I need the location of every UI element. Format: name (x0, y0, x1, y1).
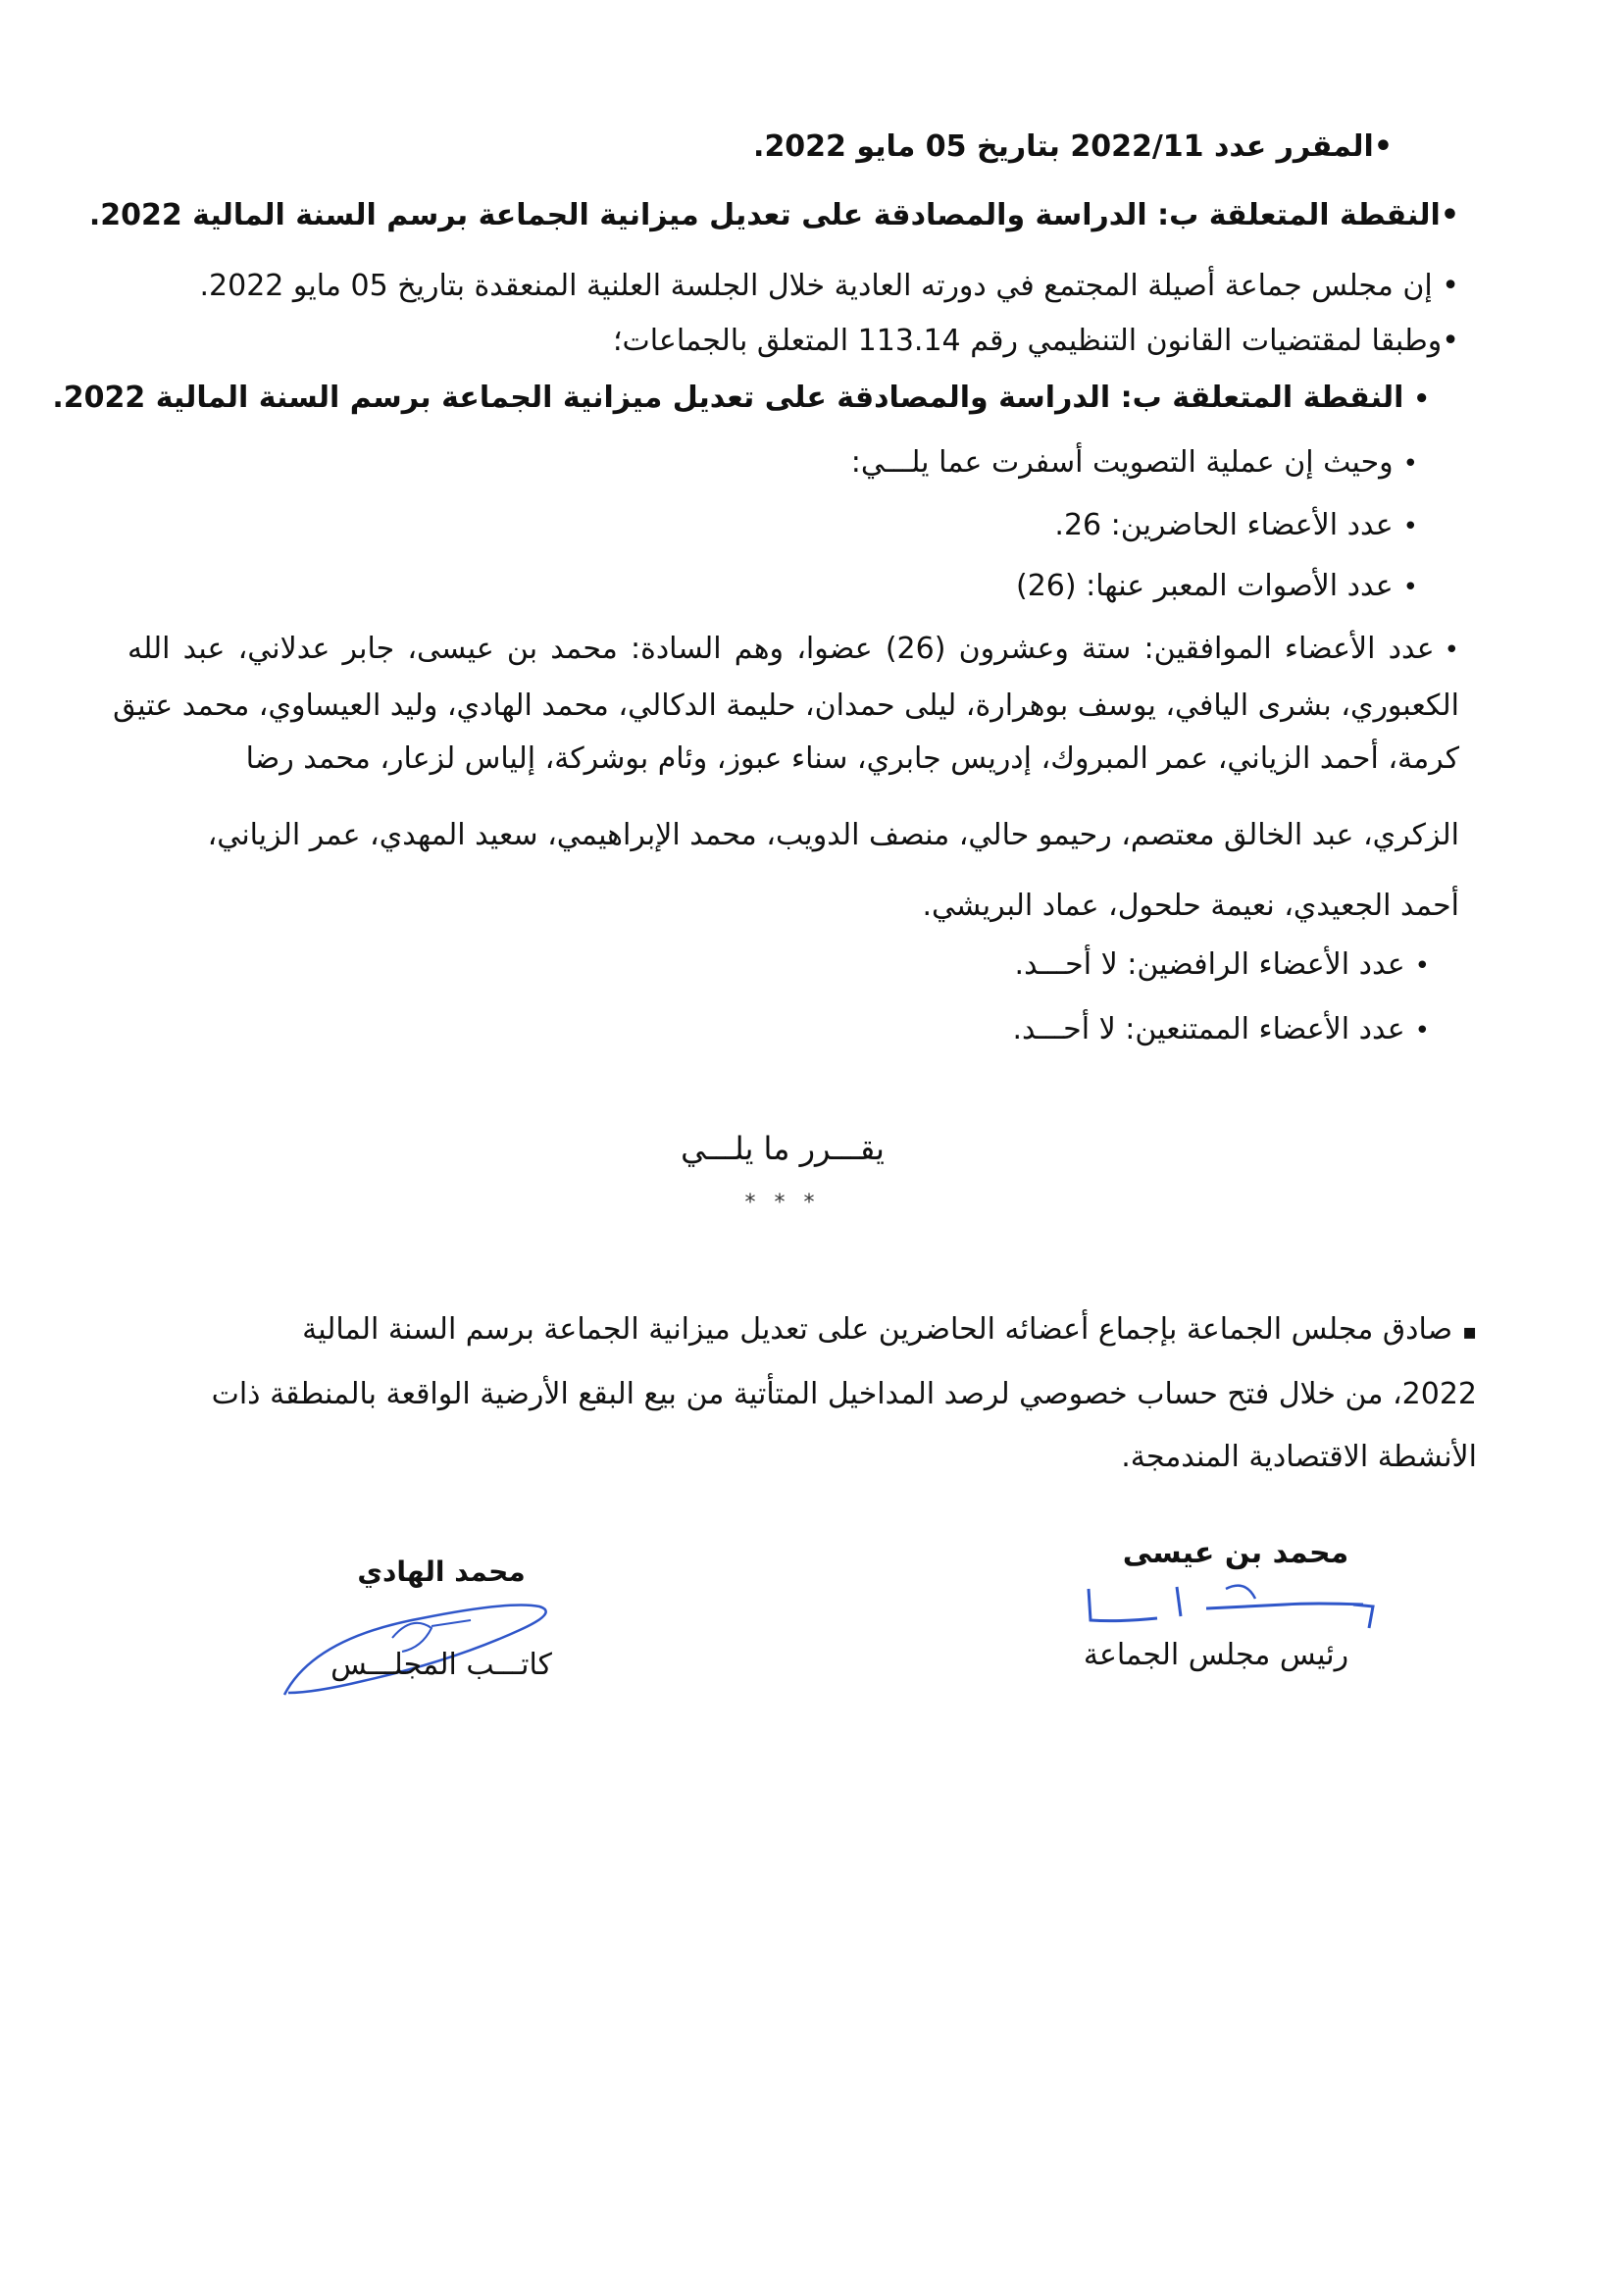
decision-number-line: •المقرر عدد 2022/11 بتاريخ 05 مايو 2022. (753, 129, 1393, 164)
secretary-name: محمد الهادي (357, 1555, 526, 1588)
decision-text-line-1: ▪ صادق مجلس الجماعة بإجماع أعضائه الحاضرين على تعديل ميزانية الجماعة برسم السنة المالية (302, 1308, 1477, 1354)
approvers-line-2: الكعبوري، بشرى اليافي، يوسف بوهرارة، ليلى حمدان، حليمة الدكالي، محمد الهادي، وليد العيساوي، محمد عتيق (113, 688, 1459, 723)
list-item-abstainers: • عدد الأعضاء الممتنعين: لا أحـــد. (1013, 1008, 1430, 1052)
secretary-signature-icon (275, 1579, 569, 1707)
agenda-point-line: •النقطة المتعلقة ب: الدراسة والمصادقة على تعديل ميزانية الجماعة برسم السنة المالية 2022. (88, 198, 1459, 232)
decision-text-line-2: 2022، من خلال فتح حساب خصوصي لرصد المداخيل المتأتية من بيع البقع الأرضية الواقعة بالمنطقة ذات (211, 1377, 1477, 1411)
list-item-point: • النقطة المتعلقة ب: الدراسة والمصادقة على تعديل ميزانية الجماعة برسم السنة المالية 2022. (52, 377, 1430, 421)
list-item-approvers: • عدد الأعضاء الموافقين: ستة وعشرون (26) عضوا، وهم السادة: محمد بن عيسى، جابر عدلاني، عبد الله (127, 628, 1459, 672)
approvers-line-3: كرمة، أحمد الزياني، عمر المبروك، إدريس جابري، سناء عبوز، وئام بوشركة، إلياس لزعار، محمد رضا (245, 741, 1459, 776)
decision-heading: يقـــرر ما يلـــي (681, 1130, 885, 1167)
council-session-line: • إن مجلس جماعة أصيلة المجتمع في دورته العادية خلال الجلسة العلنية المنعقدة بتاريخ 05 مايو 2022. (199, 269, 1459, 303)
list-item-present: • عدد الأعضاء الحاضرين: 26. (1054, 504, 1418, 548)
president-title: رئيس مجلس الجماعة (1083, 1638, 1349, 1672)
list-item-votes: • عدد الأصوات المعبر عنها: (26) (1016, 565, 1418, 609)
decision-text-line-3: الأنشطة الاقتصادية المندمجة. (1121, 1440, 1477, 1474)
decision-stars: * * * (744, 1191, 821, 1215)
president-signature-icon (1079, 1569, 1393, 1648)
approvers-line-5: أحمد الجعيدي، نعيمة حلحول، عماد البريشي. (922, 889, 1459, 923)
secretary-title: كاتـــب المجلـــس (330, 1648, 552, 1682)
list-item-vote-intro: • وحيث إن عملية التصويت أسفرت عما يلـــي: (851, 441, 1418, 485)
approvers-line-4: الزكري، عبد الخالق معتصم، رحيمو حالي، منصف الدويب، محمد الإبراهيمي، سعيد المهدي، عمر الزياني، (207, 818, 1459, 852)
legal-basis-line: •وطبقا لمقتضيات القانون التنظيمي رقم 113.14 المتعلق بالجماعات؛ (613, 324, 1459, 358)
list-item-rejecters: • عدد الأعضاء الرافضين: لا أحـــد. (1015, 943, 1430, 988)
president-name: محمد بن عيسى (1122, 1536, 1349, 1570)
